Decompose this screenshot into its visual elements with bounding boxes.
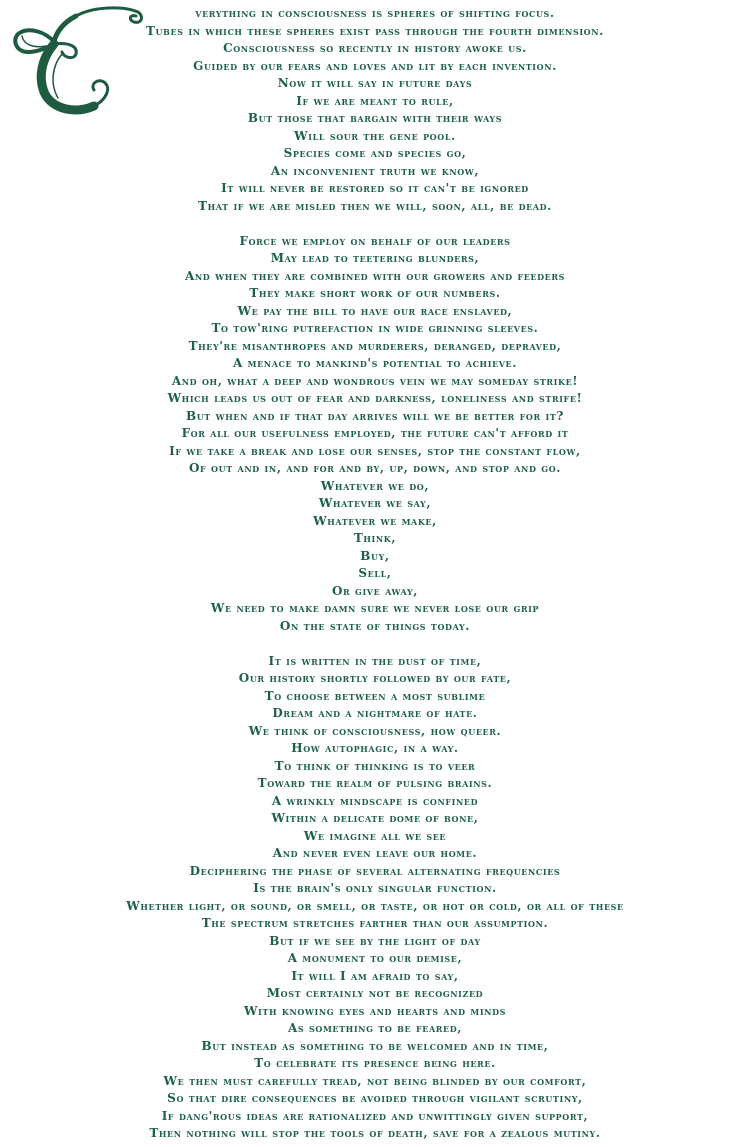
poem-line: Toward the realm of pulsing brains. xyxy=(257,776,493,790)
poem-line: But if we see by the light of day xyxy=(269,933,481,948)
poem-line: Force we employ on behalf of our leaders xyxy=(239,233,511,248)
poem-line: They're misanthropes and murderers, deranged, depraved, xyxy=(188,338,562,353)
poem-line: We imagine all we see xyxy=(303,828,447,843)
poem-line: Guided by our fears and loves and lit by each invention. xyxy=(193,58,557,73)
poem-line: Deciphering the phase of several alternating frequencies xyxy=(189,863,561,878)
poem-line: Whether light, or sound, or smell, or taste, or hot or cold, or all of these xyxy=(126,898,624,913)
poem-line: That if we are misled then we will, soon, all, be dead. xyxy=(198,198,552,213)
poem-line: It will I am afraid to say, xyxy=(291,968,459,983)
poem-line: To choose between a most sublime xyxy=(264,688,486,703)
poem-line: And never even leave our home. xyxy=(272,846,478,860)
poem-line: On the state of things today. xyxy=(279,618,471,633)
poem-line: Our history shortly followed by our fate, xyxy=(238,671,512,685)
poem-line: Most certainly not be recognized xyxy=(266,986,484,1000)
stanza-3 xyxy=(0,653,750,1143)
stanza-1 xyxy=(0,5,750,215)
stanza-break xyxy=(0,635,750,653)
poem-line: So that dire consequences be avoided through vigilant scrutiny, xyxy=(167,1091,583,1105)
poem-line: Sell, xyxy=(358,566,392,580)
poem-line: Now it will say in future days xyxy=(277,76,473,90)
poem-line: A wrinkly mindscape is confined xyxy=(271,793,479,808)
poem-line: It is written in the dust of time, xyxy=(268,653,482,668)
poem-line: It will never be restored so it can't be ignored xyxy=(221,181,529,195)
poem-line: We need to make damn sure we never lose our grip xyxy=(210,601,540,615)
poem-line: If we are meant to rule, xyxy=(296,93,454,108)
poem-line: They make short work of our numbers. xyxy=(249,286,501,300)
poem-line: To think of thinking is to veer xyxy=(274,758,476,773)
poem-line: But instead as something to be welcomed and in time, xyxy=(201,1038,549,1053)
poem-line: An inconvenient truth we know, xyxy=(270,163,480,178)
poem-line: If dang'rous ideas are rationalized and unwittingly given support, xyxy=(161,1108,589,1123)
poem-line: Will sour the gene pool. xyxy=(294,128,456,143)
poem-line: Think, xyxy=(353,531,397,545)
stanza-break xyxy=(0,215,750,233)
poem-line: Species come and species go, xyxy=(283,146,467,160)
poem-line: verything in consciousness is spheres of shifting focus. xyxy=(195,6,555,20)
poem-line: Tubes in which these spheres exist pass through the fourth dimension. xyxy=(146,23,604,38)
poem-line: We think of consciousness, how queer. xyxy=(248,723,502,738)
poem-line: We pay the bill to have our race enslaved, xyxy=(237,303,513,318)
poem-line: As something to be feared, xyxy=(287,1021,463,1035)
poem-line: To celebrate its presence being here. xyxy=(254,1056,496,1070)
poem-line: Dream and a nightmare of hate. xyxy=(272,706,478,720)
poem-line: To tow'ring putrefaction in wide grinning sleeves. xyxy=(211,321,539,335)
poem-line: And oh, what a deep and wondrous vein we may someday strike! xyxy=(171,373,579,388)
poem-line: A menace to mankind's potential to achieve. xyxy=(232,356,518,370)
poem-line: Which leads us out of fear and darkness, loneliness and strife! xyxy=(167,391,583,405)
poem-line: Then nothing will stop the tools of death, save for a zealous mutiny. xyxy=(149,1126,601,1140)
poem-line: We then must carefully tread, not being blinded by our comfort, xyxy=(163,1073,587,1088)
poem-line: A monument to our demise, xyxy=(287,951,463,965)
poem-line: Whatever we make, xyxy=(313,513,437,528)
poem-line: With knowing eyes and hearts and minds xyxy=(243,1003,507,1018)
poem-line: Of out and in, and for and by, up, down, and stop and go. xyxy=(188,461,562,475)
poem-line: How autophagic, in a way. xyxy=(291,741,459,755)
poem-line: And when they are combined with our growers and feeders xyxy=(184,268,565,283)
poem-line: Is the brain's only singular function. xyxy=(253,881,497,895)
poem-line: Consciousness so recently in history awoke us. xyxy=(223,41,527,55)
poem-line: Whatever we do, xyxy=(320,478,430,493)
poem-line: If we take a break and lose our senses, stop the constant flow, xyxy=(169,443,581,458)
poem-line: Whatever we say, xyxy=(318,496,432,510)
poem-line: Buy, xyxy=(360,548,390,563)
poem-line: But those that bargain with their ways xyxy=(247,111,503,125)
poem-line: May lead to teetering blunders, xyxy=(270,251,480,265)
poem-line: The spectrum stretches farther than our assumption. xyxy=(201,916,549,930)
svg-text:E: E xyxy=(6,2,7,3)
stanza-2 xyxy=(0,233,750,636)
poem-line: Within a delicate dome of bone, xyxy=(271,811,479,825)
poem-line: But when and if that day arrives will we be better for it? xyxy=(185,408,565,423)
poem-line: Or give away, xyxy=(331,583,419,598)
poem-line: For all our usefulness employed, the future can't afford it xyxy=(181,426,569,440)
